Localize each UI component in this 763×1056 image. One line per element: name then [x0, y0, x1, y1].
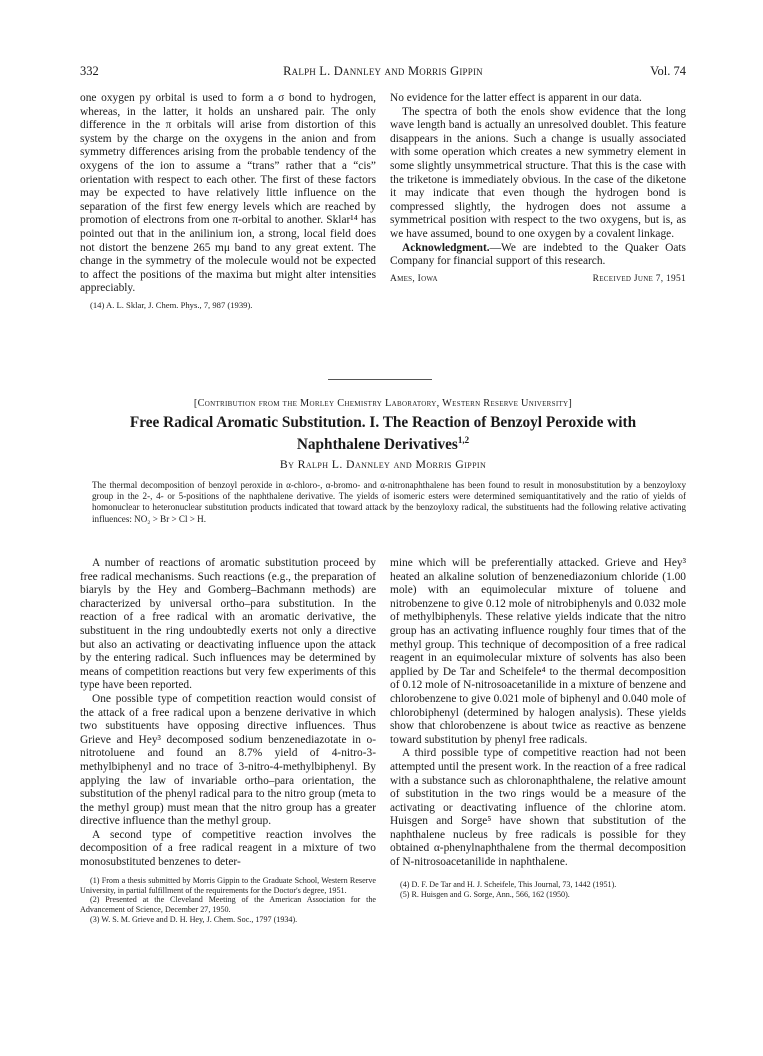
footnote-14: (14) A. L. Sklar, J. Chem. Phys., 7, 987 (1939). [90, 299, 253, 310]
footnotes-right [390, 880, 686, 900]
title-line: Free Radical Aromatic Substitution. I. The Reaction of Benzoyl Peroxide with [129, 414, 637, 431]
body-paragraph: A third possible type of competitive reaction had not been attempted until the present work. In the reaction of a free radical with a substance such as chloronaphthalene, the relative amount of substitution in the two rings would be a measure of the activating or deactivating influence of the chlorine atom. Huisgen and Sorge⁵ have shown that substitution of the naphthalene nucleus by free radicals is possible for they obtained α-phenylnaphthalene from the thermal decomposition of N-nitrosoacetanilide in naphthalene. [390, 747, 686, 869]
section-divider [328, 379, 432, 380]
body-paragraph: A second type of competitive reaction involves the decomposition of a free radical reagent in a mixture of two monosubstituted benzenes to deter- [80, 828, 376, 869]
footnote: (4) D. F. De Tar and H. J. Scheifele, This Journal, 73, 1442 (1951). [400, 879, 617, 889]
byline: By Ralph L. Dannley and Morris Gippin [279, 457, 487, 471]
body-paragraph: One possible type of competition reaction would consist of the attack of a free radical upon a benzene derivative in which two substituents have opposing directive influences. Thus Grieve and Hey³ decomposed sodium benzenediazotate in o-nitrotoluene and found an 8.7% yield of 4-nitro-3-methylbiphenyl and no trace of 3-nitro-4-methylbiphenyl. By applying the law of invariable ortho–para orientation, the substitution of the phenyl radical para to the nitro group (meta to the methyl group) must mean that the nitro group has a greater directive influence than the methyl group. [80, 692, 376, 828]
footnote: (5) R. Huisgen and G. Sorge, Ann., 566, 162 (1950). [400, 889, 570, 899]
acknowledgment-heading: Acknowledgment. [402, 241, 490, 254]
acknowledgment [390, 242, 686, 269]
page-number: 332 [80, 64, 99, 78]
prev-article-paragraph: one oxygen pу orbital is used to form a σ bond to hydrogen, whereas, in the latter, it holds an unshared pair. The only difference in the π orbitals will arise from distortion of this system by the charge on the oxygens in the anion and from symmetry differences arising from the probable tendency of the oxygens of the ion to assume a “trans” rather that a “cis” orientation with respect to each other. The first of these factors may be expected to have relatively little influence on the separation of the first few energy levels which are reached by promotion of electrons from one π-orbital to another. Sklar¹⁴ has pointed out that in the anilinium ion, a strong, local field does not distort the benzene 265 mμ band to any great extent. The change in the symmetry of the molecule would not be expected to affect the positions of the maxima but might alter intensities appreciably. [80, 92, 376, 295]
page-header [80, 64, 686, 80]
contribution-line: [Contribution from the Morley Chemistry Laboratory, Western Reserve University] [193, 398, 573, 409]
received-date: Received June 7, 1951 [592, 273, 686, 284]
acknowledgment-text: —We are indebted to the Quaker Oats Company for financial support of this research. [390, 241, 686, 268]
footnote: (2) Presented at the Cleveland Meeting of the American Association for the Advancement of Science, December 27, 1950. [80, 895, 376, 915]
abstract [92, 480, 686, 525]
prev-article-left-column [80, 92, 376, 310]
article-title [80, 414, 686, 453]
footnotes-left [80, 876, 376, 926]
signature-row [390, 273, 686, 287]
article-right-column [390, 557, 686, 899]
body-paragraph: mine which will be preferentially attacked. Grieve and Hey³ heated an alkaline solution of benzenediazonium chloride (1.00 mole) with an equimolecular mixture of toluene and nitrobenzene to give 0.12 mole of nitrobiphenyls and 0.032 mole of methylbiphenyls. These relative yields indicate that the nitro group has an activating influence roughly four times that of the methyl group. This technique of decomposition of a free radical reagent in an equimolecular mixture of solvents has also been applied by De Tar and Scheifele⁴ to the thermal decomposition of 0.12 mole of N-nitrosoacetanilide in a mixture of benzene and chlorobenzene to give 0.021 mole of biphenyl and 0.040 mole of chlorobiphenyl (determined by halogen analysis). These yields show that chlorobenzene is about twice as reactive as benzene toward substitution by phenyl free radicals. [390, 557, 686, 746]
title-footnote-marks: 1,2 [457, 434, 470, 445]
body-paragraph: A number of reactions of aromatic substitution proceed by free radical mechanisms. Such reactions (e.g., the preparation of biaryls by the Hey and Gomberg–Bachmann methods) are characterized by universal ortho–para substitution. In the reaction of a free radical with an aromatic derivative, the substituent in the ring undoubtedly exerts not only a directive but also an activating or deactivating influence upon the attack by the entering radical. Such influences may be determined by means of competition reactions but very few experiments of this type have been reported. [80, 557, 376, 692]
title-text: Naphthalene Derivatives [296, 435, 458, 453]
prev-article-paragraph: No evidence for the latter effect is apparent in our data. [390, 92, 642, 104]
running-title: Ralph L. Dannley and Morris Gippin [283, 64, 483, 78]
title-line [80, 432, 686, 454]
abstract-text: The thermal decomposition of benzoyl peroxide in α-chloro-, α-bromo- and α-nitronaphthalene has been found to result in monosubstitution by a benzoyloxy group in the 2-, 4- or 5-positions of the naphthalene derivative. The yields of isomeric esters were determined semiquantitatively and the ratio of yields of homonuclear to heteronuclear substitution products indicated that toward attack by the benzoyloxy radical, the substituents had the following relative activating influences: NO₂ > Br > Cl > H. [92, 480, 686, 524]
volume-label: Vol. 74 [650, 64, 686, 78]
article-left-column [80, 557, 376, 925]
prev-article-paragraph: The spectra of both the enols show evidence that the long wave length band is actually an unresolved doublet. This feature disappears in the anions. Such a change is usually associated with some operation which creates a new symmetry element in some slightly unsymmetrical structure. That this is the case with the triketone is immediately obvious. In the case of the diketone it may indicate that even though the hydrogen bond is compressed slightly, the hydrogen does not assume a symmetrical position with respect to the two oxygens, but is, as we have assumed, bound to one oxygen by a covalent linkage. [390, 105, 686, 240]
footnote: (1) From a thesis submitted by Morris Gippin to the Graduate School, Western Reserve University, in partial fulfillment of the requirements for the Doctor's degree, 1951. [80, 875, 376, 895]
prev-article-right-column [390, 92, 686, 287]
location: Ames, Iowa [390, 273, 438, 284]
footnote: (3) W. S. M. Grieve and D. H. Hey, J. Chem. Soc., 1797 (1934). [90, 915, 298, 925]
